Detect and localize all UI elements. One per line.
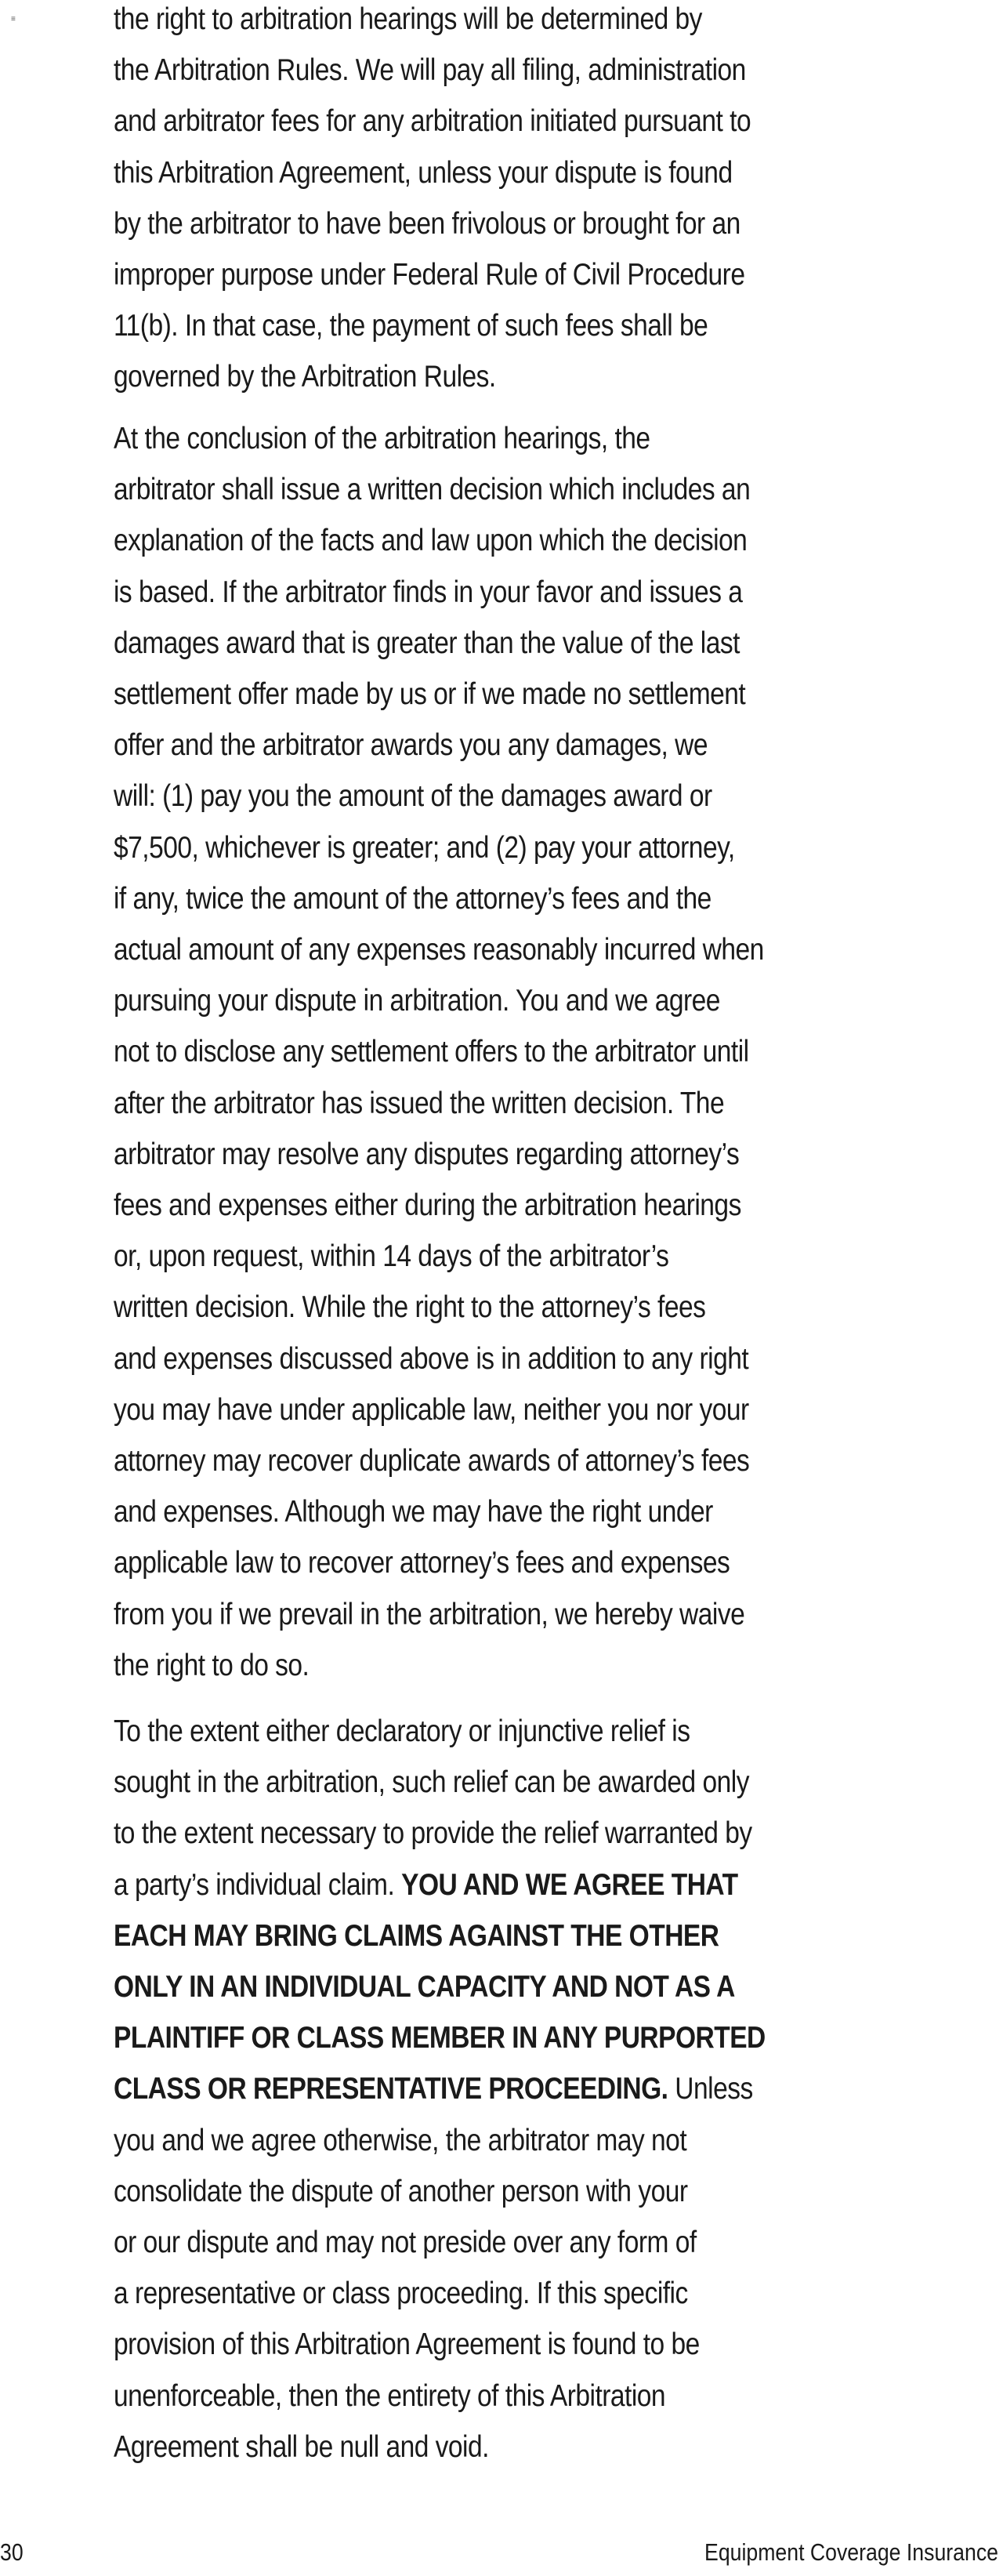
page-footer — [0, 2537, 1003, 2568]
text-line: pursuing your dispute in arbitration. You and we agree — [114, 984, 720, 1018]
text-line — [114, 2371, 987, 2422]
footer-title: Equipment Coverage Insurance — [704, 2538, 998, 2566]
text-line — [114, 1808, 987, 1859]
text-line: and expenses discussed above is in addition to any right — [114, 1341, 749, 1376]
text-line: offer and the arbitrator awards you any damages, we — [114, 728, 708, 763]
text-line: not to disclose any settlement offers to the arbitrator until — [114, 1035, 749, 1069]
text-line: improper purpose under Federal Rule of Civil Procedure — [114, 258, 745, 292]
text-line: or, upon request, within 14 days of the arbitrator’s — [114, 1239, 669, 1274]
line-text: provision of this Arbitration Agreement is found to be — [114, 2327, 700, 2362]
text-line — [114, 2268, 987, 2319]
text-line: attorney may recover duplicate awards of attorney’s fees — [114, 1444, 750, 1478]
paragraph-class-action-waiver — [114, 1706, 987, 2473]
bold-agreement-text: PLAINTIFF OR CLASS MEMBER IN ANY PURPORTED — [114, 2021, 766, 2055]
text-line — [114, 2063, 987, 2114]
line-text: To the extent either declaratory or injunctive relief is — [114, 1714, 690, 1748]
corner-mark: ≡ — [11, 15, 16, 24]
paragraph-arbitration-fees — [114, 0, 987, 403]
text-line: settlement offer made by us or if we made no settlement — [114, 677, 746, 712]
text-line: the Arbitration Rules. We will pay all filing, administration — [114, 53, 746, 88]
text-line: this Arbitration Agreement, unless your dispute is found — [114, 155, 733, 190]
line-text: to the extent necessary to provide the relief warranted by — [114, 1816, 752, 1851]
text-line: you may have under applicable law, neither you nor your — [114, 1392, 749, 1427]
text-line — [114, 2422, 987, 2473]
page-number: 30 — [0, 2538, 24, 2566]
text-line — [114, 1961, 987, 2012]
text-line — [114, 2217, 987, 2268]
line-text: you and we agree otherwise, the arbitrator may not — [114, 2123, 687, 2157]
text-line: if any, twice the amount of the attorney’s fees and the — [114, 881, 712, 916]
text-line: 11(b). In that case, the payment of such fees shall be — [114, 309, 708, 343]
line-text: a party’s individual claim. — [114, 1867, 402, 1902]
text-line: written decision. While the right to the attorney’s fees — [114, 1290, 706, 1325]
text-line — [114, 1757, 987, 1808]
line-text: Agreement shall be null and void. — [114, 2429, 489, 2464]
line-text: a representative or class proceeding. If this specific — [114, 2277, 688, 2311]
text-line — [114, 2012, 987, 2063]
bold-agreement-text: CLASS OR REPRESENTATIVE PROCEEDING. — [114, 2072, 668, 2106]
text-line — [114, 2319, 987, 2370]
line-text: unenforceable, then the entirety of this Arbitration — [114, 2378, 666, 2413]
text-line: is based. If the arbitrator finds in your favor and issues a — [114, 575, 743, 609]
text-line: by the arbitrator to have been frivolous or brought for an — [114, 206, 740, 241]
text-line: will: (1) pay you the amount of the damages award or — [114, 779, 712, 814]
text-line: arbitrator shall issue a written decision which includes an — [114, 473, 751, 507]
text-line: and arbitrator fees for any arbitration initiated pursuant to — [114, 104, 751, 139]
line-text: or our dispute and may not preside over any form of — [114, 2226, 697, 2260]
text-line: and expenses. Although we may have the right under — [114, 1495, 713, 1529]
bold-agreement-text: ONLY IN AN INDIVIDUAL CAPACITY AND NOT AS A — [114, 1970, 735, 2005]
text-line: explanation of the facts and law upon which the decision — [114, 524, 748, 558]
text-line: the right to arbitration hearings will be determined by — [114, 2, 702, 36]
text-line — [114, 1706, 987, 1757]
text-line: governed by the Arbitration Rules. — [114, 360, 496, 394]
text-line — [114, 2115, 987, 2166]
line-text: consolidate the dispute of another person with your — [114, 2174, 688, 2208]
text-line: the right to do so. — [114, 1648, 310, 1682]
text-line: At the conclusion of the arbitration hearings, the — [114, 422, 650, 455]
text-line: actual amount of any expenses reasonably incurred when — [114, 933, 764, 967]
text-line: from you if we prevail in the arbitration, we hereby waive — [114, 1597, 745, 1631]
line-text: Unless — [668, 2072, 753, 2106]
line-text: sought in the arbitration, such relief can be awarded only — [114, 1765, 749, 1800]
text-line — [114, 2166, 987, 2217]
text-line — [114, 1859, 987, 1910]
text-line: arbitrator may resolve any disputes regarding attorney’s — [114, 1137, 740, 1171]
text-line: $7,500, whichever is greater; and (2) pay your attorney, — [114, 830, 735, 865]
text-line — [114, 1910, 987, 1961]
bold-agreement-text: EACH MAY BRING CLAIMS AGAINST THE OTHER — [114, 1918, 719, 1953]
bold-agreement-text: YOU AND WE AGREE THAT — [401, 1867, 738, 1902]
text-line: after the arbitrator has issued the written decision. The — [114, 1086, 725, 1120]
paragraph-arbitration-decision — [114, 413, 987, 1691]
text-line: damages award that is greater than the value of the last — [114, 626, 740, 660]
text-line: fees and expenses either during the arbitration hearings — [114, 1188, 741, 1223]
text-line: applicable law to recover attorney’s fees and expenses — [114, 1546, 730, 1580]
